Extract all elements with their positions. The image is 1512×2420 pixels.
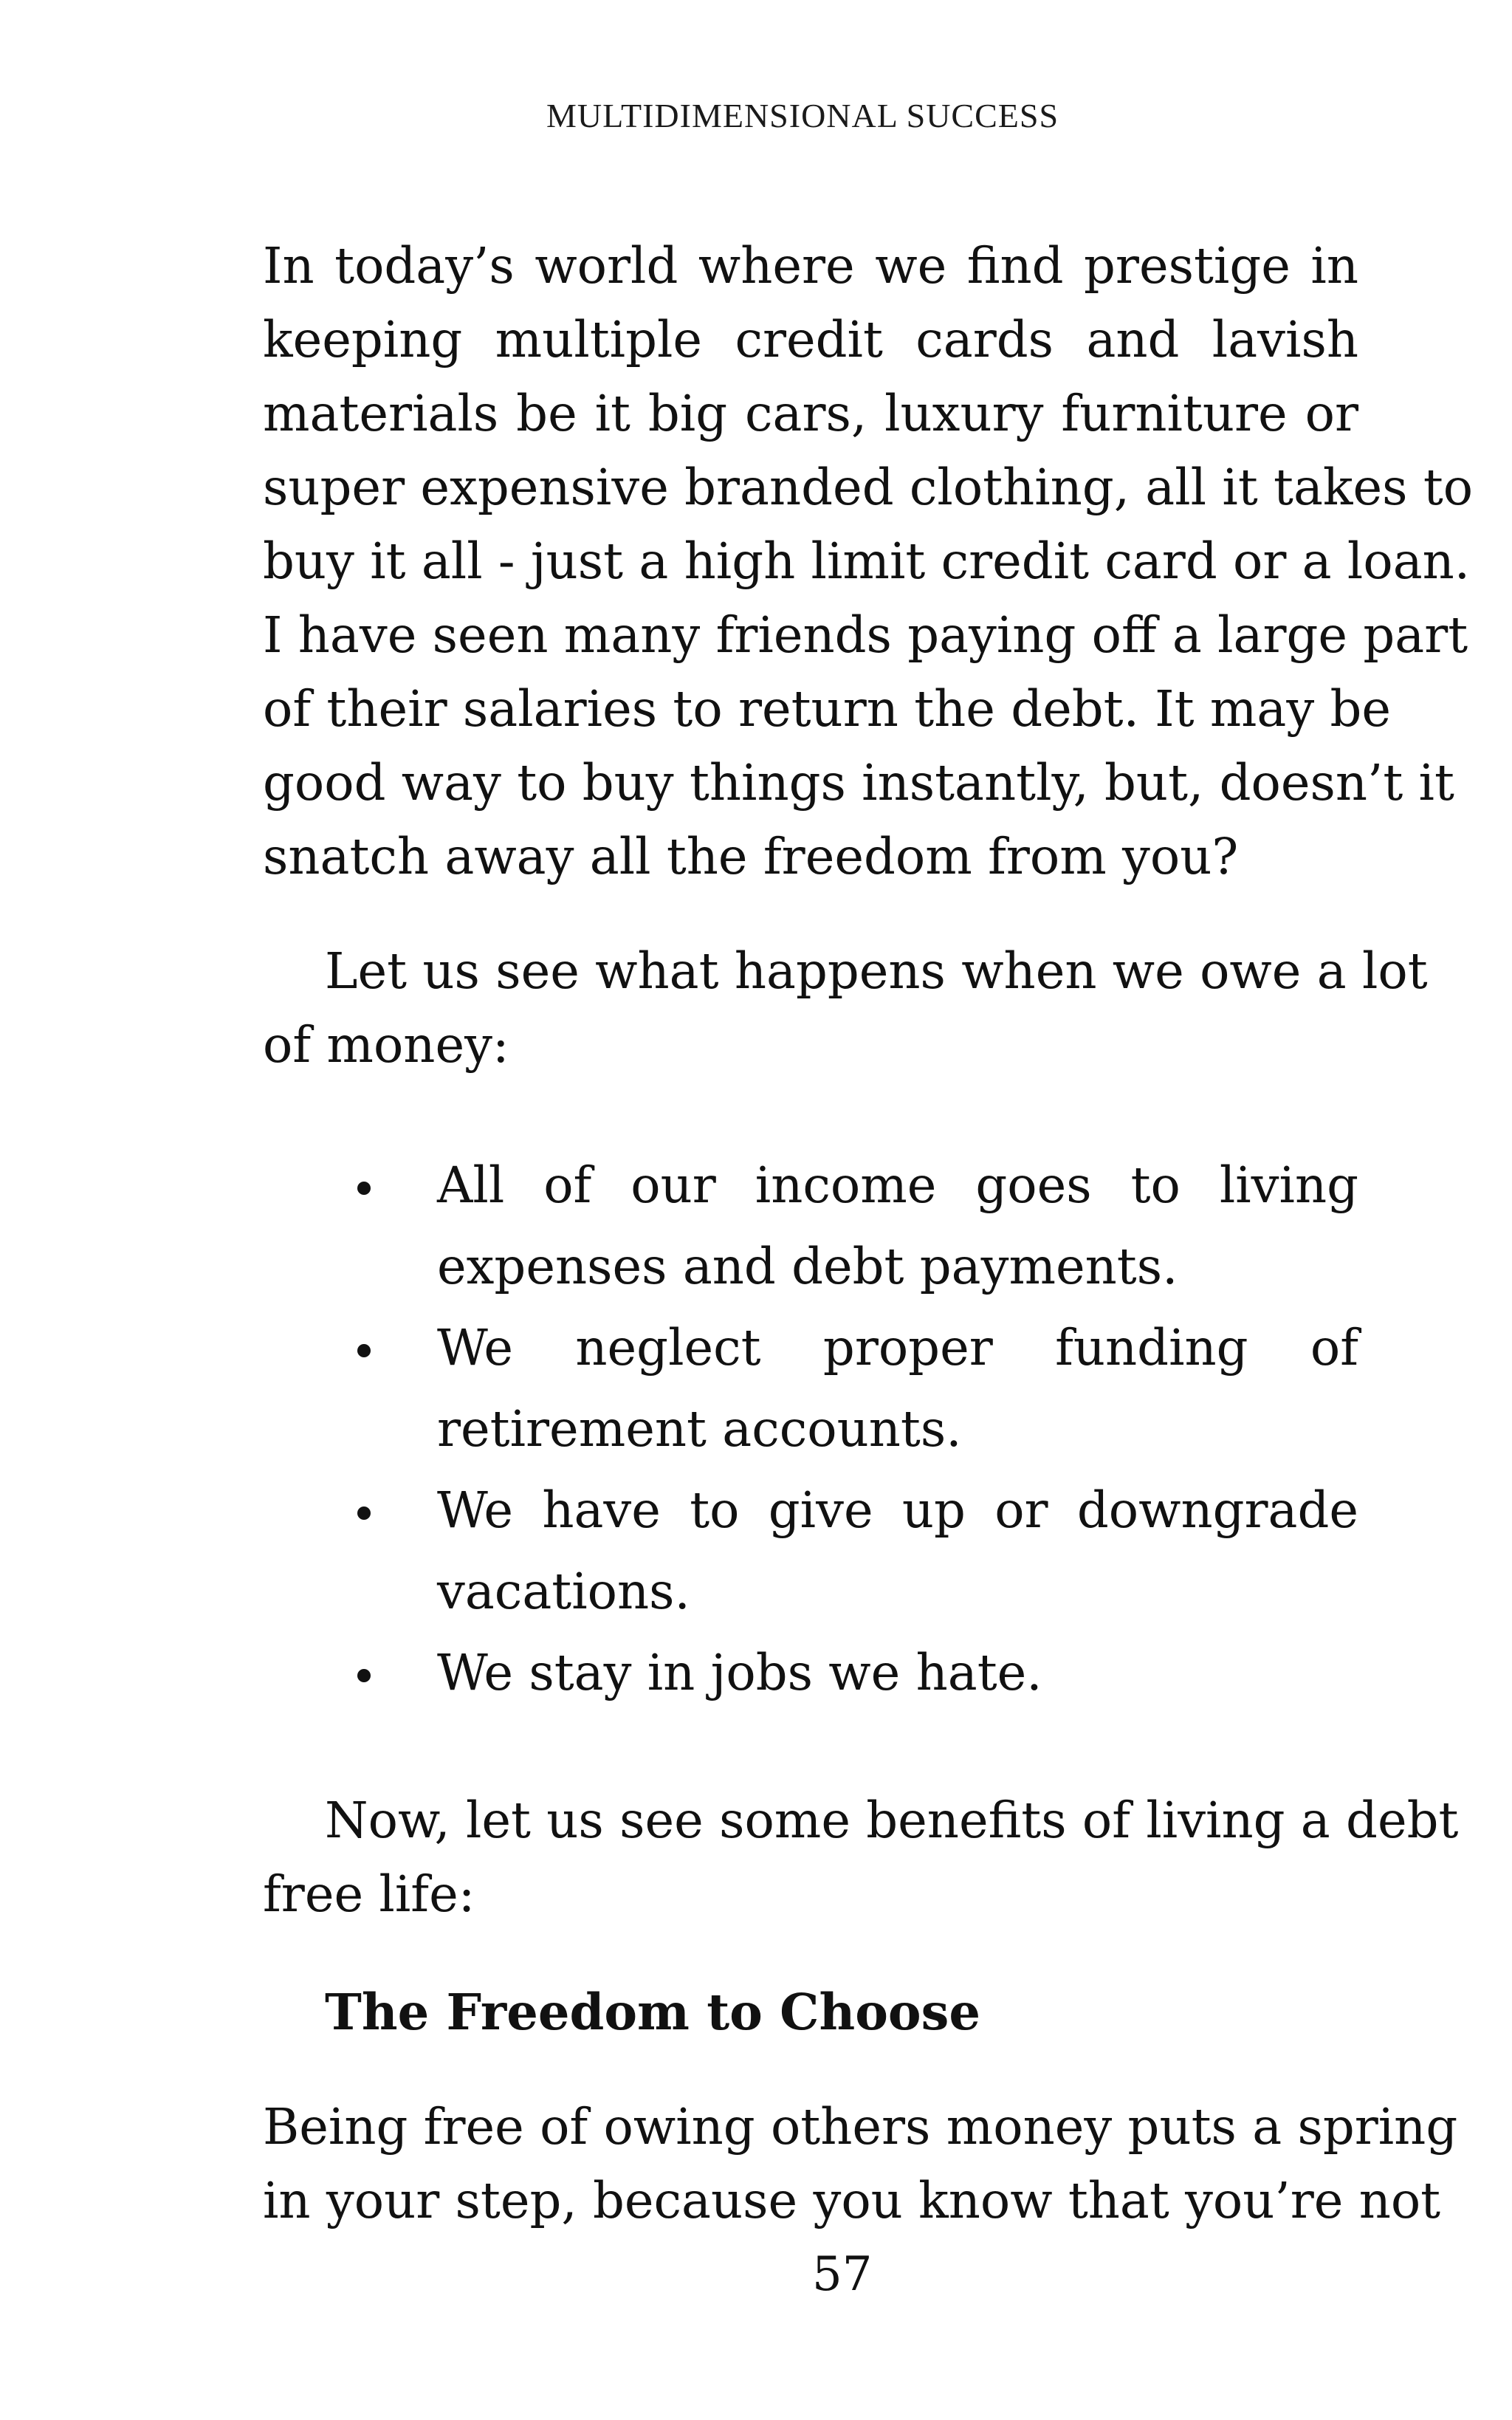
running-head: MULTIDIMENSIONAL SUCCESS xyxy=(546,97,1059,134)
page-number: 57 xyxy=(812,2247,873,2302)
section-heading: The Freedom to Choose xyxy=(325,1983,980,2041)
bullet-icon xyxy=(357,1182,371,1195)
paragraph-line: buy it all - just a high limit credit card or a loan. xyxy=(263,532,1471,590)
paragraph-line: of money: xyxy=(263,1016,509,1074)
bullet-icon xyxy=(357,1669,371,1682)
list-item-line: retirement accounts. xyxy=(437,1400,962,1458)
paragraph-3 xyxy=(263,1783,1459,1931)
paragraph-line: super expensive branded clothing, all it takes to xyxy=(263,459,1474,516)
paragraph-4 xyxy=(263,2090,1458,2238)
list-item-line: expenses and debt payments. xyxy=(437,1238,1178,1295)
paragraph-line: Now, let us see some benefits of living a debt xyxy=(325,1792,1459,1849)
bullet-icon xyxy=(357,1344,371,1357)
paragraph-line: good way to buy things instantly, but, doesn’t it xyxy=(263,754,1454,812)
paragraph-line: In today’s world where we find prestige in xyxy=(263,237,1358,295)
paragraph-line: Being free of owing others money puts a spring xyxy=(263,2098,1458,2156)
list-item-line: vacations. xyxy=(437,1563,690,1620)
list-item-line: We stay in jobs we hate. xyxy=(437,1644,1042,1701)
list-item xyxy=(263,1145,1358,1307)
list-item xyxy=(263,1307,1358,1470)
paragraph-line: in your step, because you know that you’re not xyxy=(263,2172,1441,2229)
bullet-list xyxy=(263,1145,1358,1713)
bullet-icon xyxy=(357,1506,371,1520)
list-item xyxy=(263,1470,1358,1632)
list-item xyxy=(263,1632,1358,1713)
paragraph-line: Let us see what happens when we owe a lot xyxy=(325,942,1428,1000)
paragraph-2 xyxy=(263,934,1428,1082)
paragraph-line: free life: xyxy=(263,1865,475,1923)
list-item-line: We neglect proper funding of xyxy=(437,1319,1358,1377)
list-item-line: We have to give up or downgrade xyxy=(437,1481,1358,1539)
paragraph-line: of their salaries to return the debt. It may be xyxy=(263,680,1392,738)
paragraph-line: keeping multiple credit cards and lavish xyxy=(263,311,1358,369)
paragraph-line: snatch away all the freedom from you? xyxy=(263,828,1239,885)
list-item-line: All of our income goes to living xyxy=(437,1156,1358,1214)
paragraph-1 xyxy=(263,229,1474,894)
paragraph-line: materials be it big cars, luxury furniture or xyxy=(263,385,1358,442)
paragraph-line: I have seen many friends paying off a large part xyxy=(263,606,1468,664)
